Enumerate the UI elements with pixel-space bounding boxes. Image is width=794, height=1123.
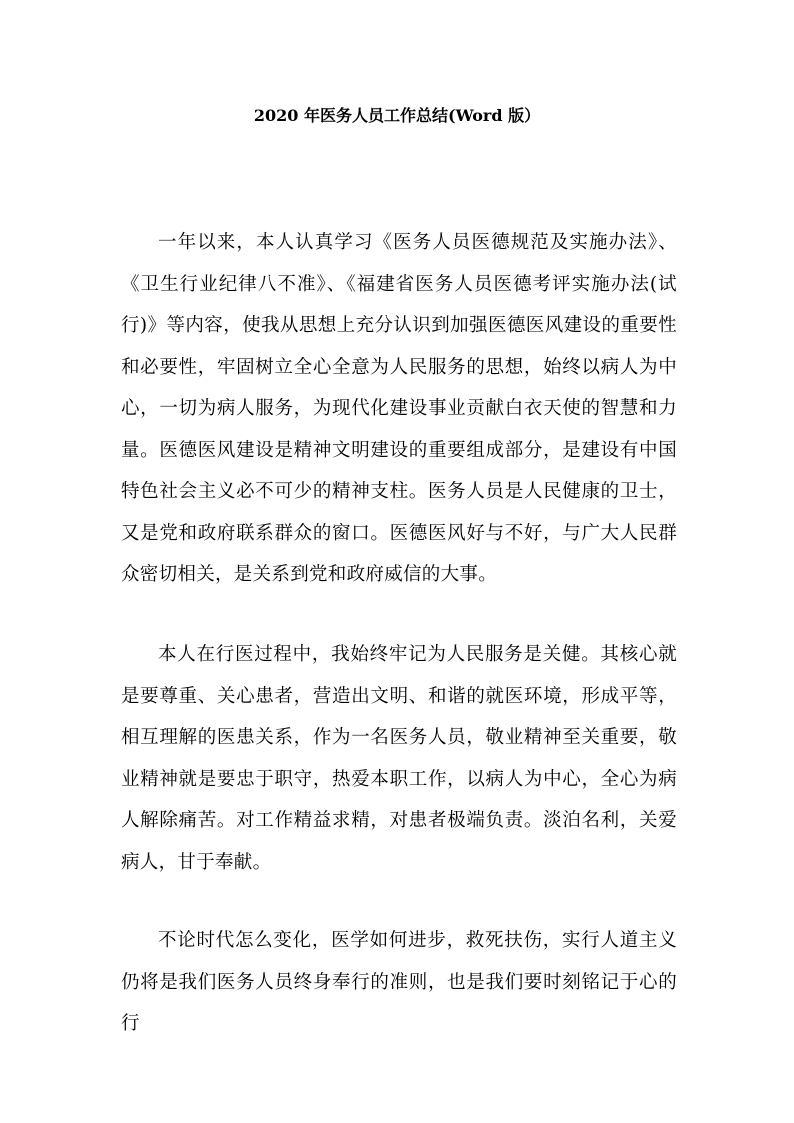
paragraph-2: 本人在行医过程中，我始终牢记为人民服务是关健。其核心就是要尊重、关心患者，营造出文明、和谐的就医环境，形成平等，相互理解的医患关系，作为一名医务人员，敬业精神至关重要，敬业精神就是要忠于职守，热爱本职工作，以病人为中心，全心为病人解除痛苦。对工作精益求精，对患者极端负责。淡泊名利，关爱病人，甘于奉献。 <box>121 644 677 873</box>
document-title: 2020 年医务人员工作总结(Word 版） <box>253 106 541 125</box>
paragraph-3: 不论时代怎么变化，医学如何进步，救死扶伤，实行人道主义仍将是我们医务人员终身奉行的准则，也是我们要时刻铭记于心的行 <box>121 930 677 1034</box>
paragraph-1: 一年以来，本人认真学习《医务人员医德规范及实施办法》、《卫生行业纪律八不准》、《福建省医务人员医德考评实施办法(试行)》等内容，使我从思想上充分认识到加强医德医风建设的重要性和必要性，牢固树立全心全意为人民服务的思想，始终以病人为中心，一切为病人服务，为现代化建设事业贡献白衣天使的智慧和力量。医德医风建设是精神文明建设的重要组成部分，是建设有中国特色社会主义必不可少的精神支柱。医务人员是人民健康的卫士，又是党和政府联系群众的窗口。医德医风好与不好，与广大人民群众密切相关，是关系到党和政府威信的大事。 <box>121 232 677 585</box>
